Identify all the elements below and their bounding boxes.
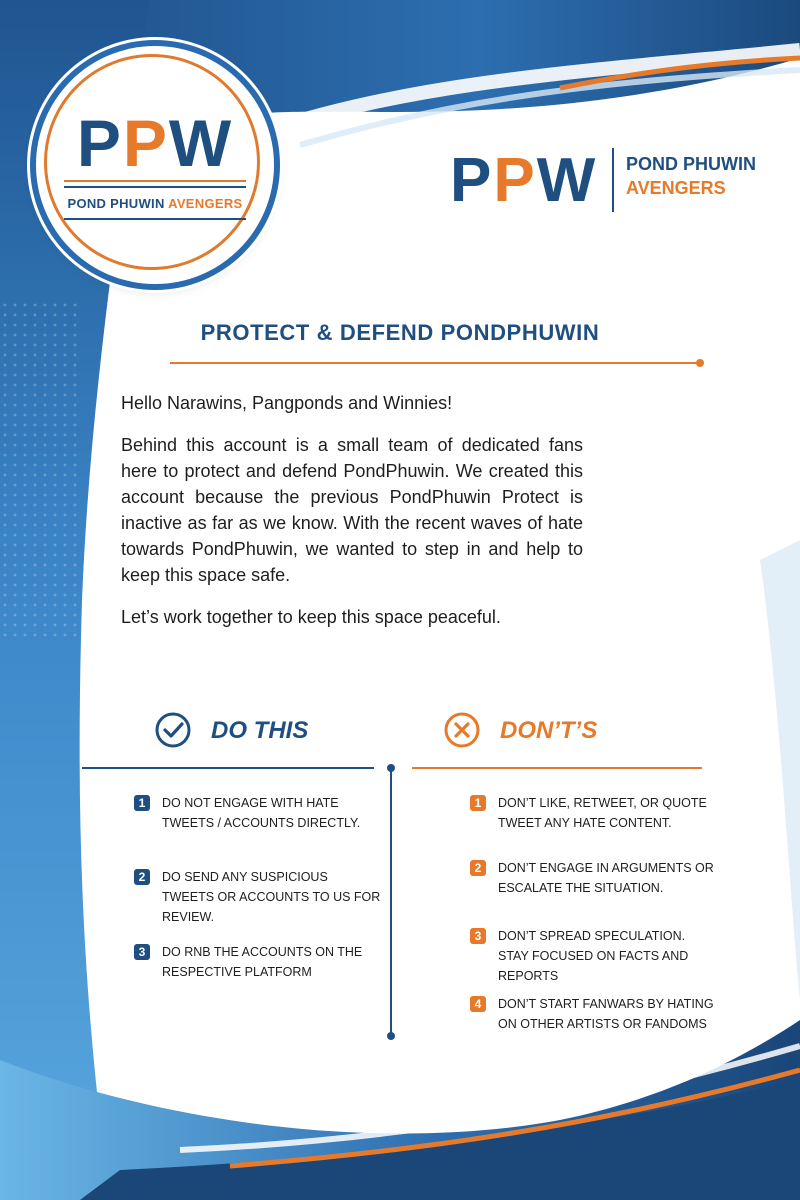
do-item-number: 1 — [134, 795, 150, 811]
logo-letter-p2: P — [122, 106, 169, 180]
do-item-text: DO NOT ENGAGE WITH HATE TWEETS / ACCOUNTS DIRECTLY. — [162, 796, 361, 830]
header-letter-w: W — [536, 146, 598, 215]
logo-letter-w: W — [168, 106, 234, 180]
dont-section-rule — [412, 767, 702, 769]
greeting-text: Hello Narawins, Pangponds and Winnies! — [121, 393, 453, 413]
closing-text: Let’s work together to keep this space peaceful. — [121, 607, 501, 627]
logo-monogram — [36, 106, 274, 180]
dont-item-number: 1 — [470, 795, 486, 811]
header-letter-p1: P — [450, 146, 494, 215]
header-divider — [612, 148, 614, 212]
logo-name-main: POND PHUWIN — [67, 196, 165, 211]
dont-item-number: 3 — [470, 928, 486, 944]
title-rule — [170, 362, 702, 364]
do-section-rule — [82, 767, 374, 769]
column-divider — [390, 768, 392, 1036]
dont-item-number: 2 — [470, 860, 486, 876]
dont-item-text: DON’T LIKE, RETWEET, OR QUOTE TWEET ANY HATE CONTENT. — [498, 796, 707, 830]
check-circle-icon — [155, 712, 191, 748]
do-item-number: 3 — [134, 944, 150, 960]
do-item-text: DO RNB THE ACCOUNTS ON THE RESPECTIVE PLATFORM — [162, 945, 363, 979]
do-item-number: 2 — [134, 869, 150, 885]
logo-letter-p1: P — [76, 106, 123, 180]
logo-rule-blue — [64, 186, 246, 188]
dont-section-heading: DON’T’S — [500, 717, 598, 744]
logo-rule-bottom — [64, 218, 246, 220]
dont-item-text: DON’T START FANWARS BY HATING ON OTHER ARTISTS OR FANDOMS — [498, 997, 714, 1031]
dont-item-number: 4 — [470, 996, 486, 1012]
circle-logo — [36, 46, 274, 284]
logo-rule-orange — [64, 180, 246, 182]
do-section-heading: DO THIS — [211, 717, 309, 744]
header-monogram — [450, 146, 597, 216]
page-title: PROTECT & DEFEND PONDPHUWIN — [200, 320, 600, 345]
logo-name — [36, 196, 274, 211]
do-item-text: DO SEND ANY SUSPICIOUS TWEETS OR ACCOUNTS TO US FOR REVIEW. — [162, 870, 381, 924]
header-name-line1: POND PHUWIN — [626, 154, 756, 174]
x-circle-icon — [444, 712, 480, 748]
column-divider-dot-bottom — [387, 1032, 395, 1040]
dont-item-text: DON’T ENGAGE IN ARGUMENTS OR ESCALATE THE SITUATION. — [498, 861, 714, 895]
dont-item-text: DON’T SPREAD SPECULATION. STAY FOCUSED ON FACTS AND REPORTS — [498, 929, 689, 983]
intro-paragraph: Behind this account is a small team of dedicated fans here to protect and defend PondPhuwin. We created this account because the previous PondPhuwin Protect is inactive as far as we know. With the recent waves of hate towards PondPhuwin, we wanted to step in and help to keep this space safe. — [121, 435, 583, 585]
logo-name-accent: AVENGERS — [168, 196, 243, 211]
title-rule-dot — [696, 359, 704, 367]
header-letter-p2: P — [493, 146, 537, 215]
column-divider-dot-top — [387, 764, 395, 772]
header-name-line2: AVENGERS — [626, 178, 726, 198]
